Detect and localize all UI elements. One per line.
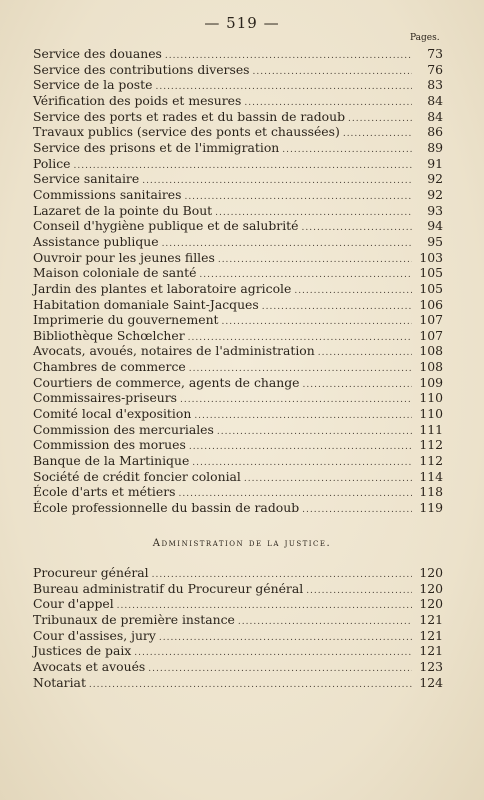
dot-leader — [142, 174, 412, 190]
toc-entry — [33, 469, 443, 485]
toc-entry-title: Travaux publics (service des ponts et chaussées) — [33, 124, 340, 140]
toc-entry-title: Maison coloniale de santé — [33, 265, 197, 281]
toc-entry-page: 93 — [427, 202, 443, 218]
table-of-contents-services — [33, 46, 443, 516]
toc-entry-title: Comité local d'exposition — [33, 406, 192, 422]
toc-entry-title: Lazaret de la pointe du Bout — [33, 202, 213, 218]
toc-entry — [33, 437, 443, 453]
toc-entry — [33, 312, 443, 328]
toc-entry — [33, 124, 443, 140]
toc-entry-title: École professionnelle du bassin de radoub — [33, 500, 300, 516]
dot-leader — [184, 190, 412, 206]
toc-entry — [33, 218, 443, 234]
toc-entry-page: 111 — [419, 421, 443, 437]
dot-leader — [306, 584, 412, 600]
toc-entry-page: 123 — [419, 658, 443, 674]
toc-entry — [33, 171, 443, 187]
toc-entry — [33, 500, 443, 516]
toc-entry-title: Vérification des poids et mesures — [33, 92, 242, 108]
toc-entry-page: 92 — [427, 171, 443, 187]
toc-entry-title: Justices de paix — [33, 643, 132, 659]
toc-entry-title: Assistance publique — [33, 233, 159, 249]
toc-entry-page: 124 — [419, 674, 443, 690]
toc-entry — [33, 156, 443, 172]
toc-entry-title: Ouvroir pour les jeunes filles — [33, 249, 215, 265]
toc-entry — [33, 328, 443, 344]
toc-entry — [33, 375, 443, 391]
toc-entry-page: 83 — [427, 77, 443, 93]
toc-entry-page: 110 — [419, 390, 443, 406]
toc-entry — [33, 187, 443, 203]
toc-entry — [33, 140, 443, 156]
toc-entry — [33, 581, 443, 597]
dot-leader — [348, 112, 412, 128]
dot-leader — [253, 65, 412, 81]
toc-entry-title: Service des douanes — [33, 46, 162, 61]
toc-entry-title: Jardin des plantes et laboratoire agricole — [33, 280, 292, 296]
pages-column-label: Pages. — [410, 33, 440, 43]
toc-entry-page: 89 — [427, 139, 443, 155]
toc-entry — [33, 565, 443, 581]
toc-entry-page: 95 — [427, 233, 443, 249]
dot-leader — [89, 678, 412, 694]
toc-entry — [33, 109, 443, 125]
toc-entry-page: 92 — [427, 186, 443, 202]
toc-entry-title: Service des prisons et de l'immigration — [33, 139, 280, 155]
toc-entry-page: 103 — [419, 249, 443, 265]
toc-entry-title: Procureur général — [33, 565, 149, 580]
toc-entry — [33, 628, 443, 644]
toc-entry-title: Bibliothèque Schœlcher — [33, 327, 185, 343]
dot-leader — [303, 378, 412, 394]
toc-entry-title: Courtiers de commerce, agents de change — [33, 374, 300, 390]
toc-entry-title: Chambres de commerce — [33, 359, 186, 375]
toc-entry-page: 121 — [419, 611, 443, 627]
dot-leader — [217, 425, 412, 441]
toc-entry — [33, 343, 443, 359]
toc-entry-title: École d'arts et métiers — [33, 484, 176, 500]
toc-entry-page: 105 — [419, 265, 443, 281]
toc-entry — [33, 281, 443, 297]
toc-entry — [33, 675, 443, 691]
toc-entry-title: Avocats et avoués — [33, 658, 146, 674]
toc-entry-page: 121 — [419, 627, 443, 643]
toc-entry-title: Commissaires-priseurs — [33, 390, 178, 406]
toc-entry-page: 73 — [427, 46, 443, 61]
toc-entry — [33, 596, 443, 612]
toc-entry-page: 76 — [427, 61, 443, 77]
toc-entry-page: 119 — [419, 500, 443, 516]
toc-entry-title: Police — [33, 155, 71, 171]
toc-entry-title: Cour d'appel — [33, 596, 114, 612]
toc-entry — [33, 359, 443, 375]
toc-entry — [33, 46, 443, 62]
toc-entry-page: 120 — [419, 596, 443, 612]
toc-entry — [33, 390, 443, 406]
toc-entry — [33, 422, 443, 438]
toc-entry-title: Tribunaux de première instance — [33, 611, 235, 627]
toc-entry-title: Banque de la Martinique — [33, 453, 190, 469]
toc-entry-title: Avocats, avoués, notaires de l'administration — [33, 343, 315, 359]
dot-leader — [194, 409, 412, 425]
dot-leader — [262, 300, 412, 316]
toc-entry-page: 91 — [427, 155, 443, 171]
toc-entry — [33, 93, 443, 109]
toc-entry-title: Service sanitaire — [33, 171, 140, 187]
toc-entry-title: Commission des mercuriales — [33, 421, 214, 437]
toc-entry — [33, 265, 443, 281]
toc-entry — [33, 484, 443, 500]
toc-entry-title: Service des contributions diverses — [33, 61, 250, 77]
toc-entry — [33, 406, 443, 422]
toc-entry-page: 112 — [419, 453, 443, 469]
toc-entry-page: 110 — [419, 406, 443, 422]
toc-entry-title: Service de la poste — [33, 77, 153, 93]
toc-entry-page: 105 — [419, 280, 443, 296]
toc-entry-title: Imprimerie du gouvernement — [33, 312, 219, 328]
toc-entry-page: 84 — [427, 108, 443, 124]
dot-leader — [159, 631, 412, 647]
dot-leader — [238, 615, 412, 631]
toc-entry-page: 112 — [419, 437, 443, 453]
toc-entry-page: 86 — [427, 124, 443, 140]
toc-entry-title: Bureau administratif du Procureur général — [33, 580, 304, 596]
toc-entry-page: 118 — [419, 484, 443, 500]
table-of-contents-justice — [33, 565, 443, 690]
dot-leader — [244, 472, 412, 488]
toc-entry — [33, 77, 443, 93]
toc-entry — [33, 659, 443, 675]
toc-entry-page: 107 — [419, 312, 443, 328]
dot-leader — [302, 221, 413, 237]
dot-leader — [318, 346, 412, 362]
dot-leader — [222, 315, 412, 331]
toc-entry-page: 120 — [419, 580, 443, 596]
dot-leader — [302, 503, 412, 519]
toc-entry-title: Société de crédit foncier colonial — [33, 468, 241, 484]
toc-entry-page: 114 — [419, 468, 443, 484]
dot-leader — [282, 143, 412, 159]
dot-leader — [294, 284, 412, 300]
toc-entry — [33, 62, 443, 78]
toc-entry — [33, 203, 443, 219]
dot-leader — [148, 662, 412, 678]
dot-leader — [134, 646, 412, 662]
toc-entry — [33, 453, 443, 469]
toc-entry-title: Conseil d'hygiène publique et de salubrité — [33, 218, 299, 234]
toc-entry-page: 107 — [419, 327, 443, 343]
toc-entry — [33, 297, 443, 313]
toc-entry-page: 84 — [427, 92, 443, 108]
toc-entry-page: 121 — [419, 643, 443, 659]
page-number: — 519 — — [204, 14, 280, 32]
toc-entry-page: 109 — [419, 374, 443, 390]
toc-entry — [33, 234, 443, 250]
toc-entry-title: Service des ports et rades et du bassin de radoub — [33, 108, 346, 124]
dot-leader — [180, 393, 412, 409]
toc-entry-title: Commissions sanitaires — [33, 186, 182, 202]
toc-entry-title: Cour d'assises, jury — [33, 627, 156, 643]
toc-entry-title: Habitation domaniale Saint-Jacques — [33, 296, 259, 312]
toc-entry — [33, 643, 443, 659]
toc-entry-page: 120 — [419, 565, 443, 580]
dot-leader — [343, 127, 412, 143]
dot-leader — [189, 440, 412, 456]
toc-entry-page: 108 — [419, 359, 443, 375]
toc-entry-title: Commission des morues — [33, 437, 186, 453]
toc-entry-page: 108 — [419, 343, 443, 359]
toc-entry-page: 94 — [427, 218, 443, 234]
toc-entry — [33, 612, 443, 628]
toc-entry-title: Notariat — [33, 674, 86, 690]
toc-entry — [33, 250, 443, 266]
toc-entry-page: 106 — [419, 296, 443, 312]
section-heading-justice: Administration de la justice. — [152, 538, 332, 549]
dot-leader — [218, 253, 412, 269]
